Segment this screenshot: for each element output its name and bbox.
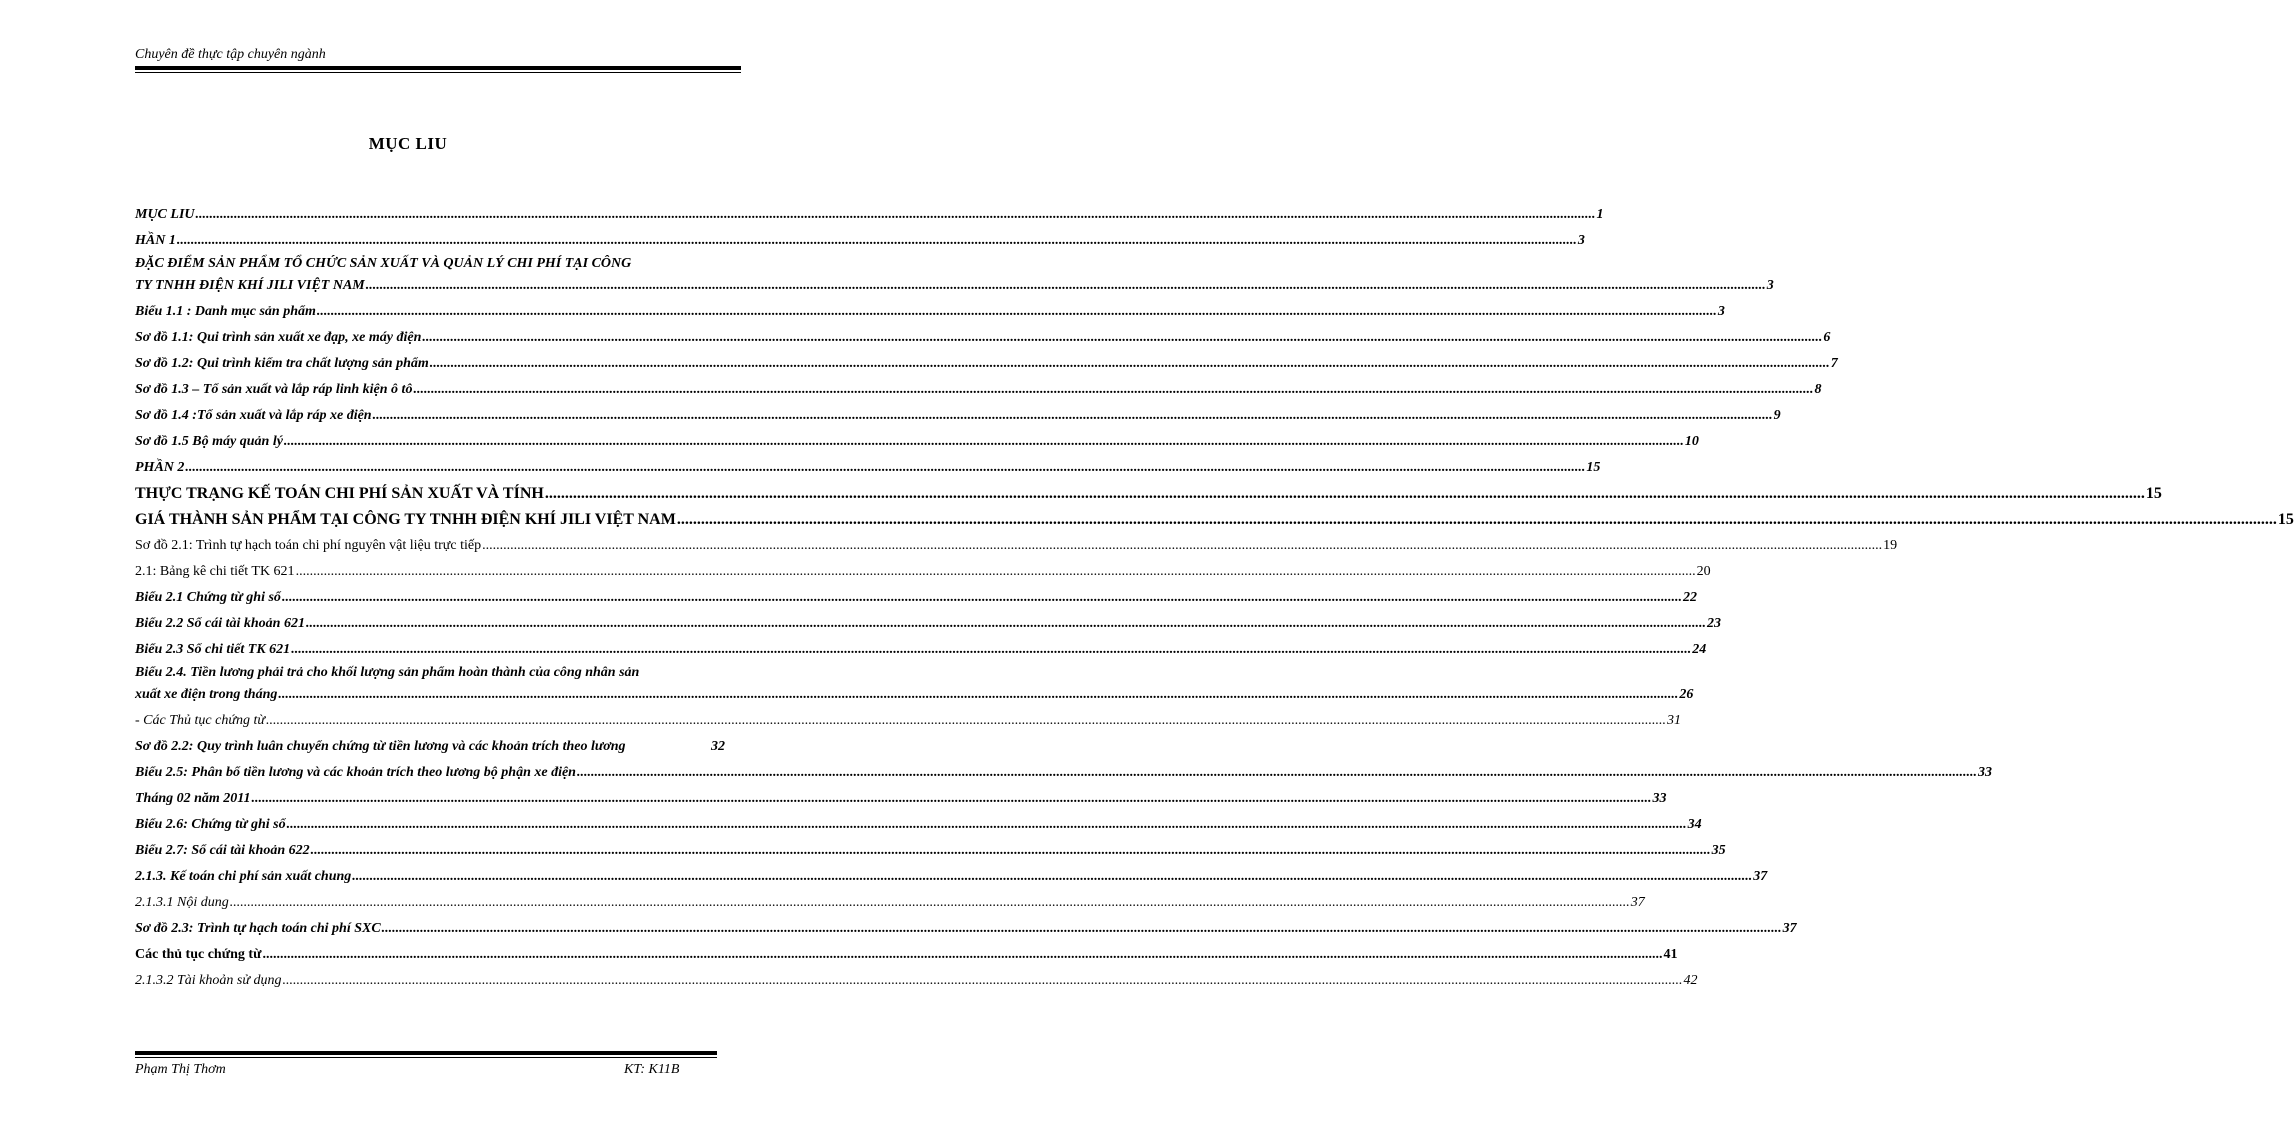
toc-entry[interactable]: [135, 611, 1721, 637]
toc-page-number: 9: [1773, 408, 1781, 423]
toc-page-number: 23: [1706, 616, 1721, 631]
page-title: MỤC LIU: [368, 134, 448, 153]
toc-entry[interactable]: [135, 559, 1711, 585]
toc-entry-title: Sơ đồ 1.3 – Tổ sản xuất và lắp ráp linh kiện ô tô: [135, 382, 413, 397]
toc-leader-dots: ................................................................................................................................................................................................................................................................................................................................................................................................................: [482, 538, 1883, 553]
toc-leader-dots: ................................................................................................................................................................................................................................................................................................................................................................................................................: [544, 485, 2145, 502]
toc-page-number: 42: [1683, 973, 1698, 988]
toc-page-number: 24: [1692, 642, 1707, 657]
toc-leader-dots: ................................................................................................................................................................................................................................................................................................................................................................................................................: [278, 687, 1679, 702]
toc-page-number: 37: [1782, 921, 1797, 936]
toc-entry-title-line1: Biểu 2.4. Tiền lương phải trả cho khối lượng sản phẩm hoàn thành của công nhân sản: [135, 665, 640, 680]
toc-entry[interactable]: [135, 637, 1707, 663]
toc-entry-title: Sơ đồ 1.4 :Tổ sản xuất và lắp ráp xe điện: [135, 408, 372, 423]
header-rule: [135, 66, 741, 70]
table-of-contents: [135, 202, 2294, 994]
toc-page-number: 3: [1766, 278, 1774, 293]
toc-leader-dots: ................................................................................................................................................................................................................................................................................................................................................................................................................: [676, 511, 2277, 528]
toc-entry-title: Biểu 2.3 Sổ chi tiết TK 621: [135, 642, 291, 657]
toc-leader-dots: ................................................................................................................................................................................................................................................................................................................................................................................................................: [316, 304, 1717, 319]
toc-entry[interactable]: [135, 708, 1681, 734]
toc-entry[interactable]: [135, 228, 1585, 254]
toc-page-number: 10: [1684, 434, 1699, 449]
toc-entry-title: Sơ đồ 2.1: Trình tự hạch toán chi phí nguyên vật liệu trực tiếp: [135, 538, 482, 553]
toc-page-number: 8: [1814, 382, 1822, 397]
toc-entry-title: Biểu 2.7: Sổ cái tài khoản 622: [135, 843, 310, 858]
toc-leader-dots: ................................................................................................................................................................................................................................................................................................................................................................................................................: [372, 408, 1773, 423]
toc-entry-title: Sơ đồ 2.3: Trình tự hạch toán chi phí SXC: [135, 921, 381, 936]
toc-leader-dots: ................................................................................................................................................................................................................................................................................................................................................................................................................: [265, 713, 1666, 728]
footer-rule-thin: [135, 1057, 717, 1058]
toc-entry-title: THỰC TRẠNG KẾ TOÁN CHI PHÍ SẢN XUẤT VÀ TÍNH: [135, 485, 544, 502]
toc-page-number: 33: [1652, 791, 1667, 806]
toc-page-number: 6: [1823, 330, 1831, 345]
page-header: Chuyên đề thực tập chuyên ngành: [135, 47, 326, 62]
toc-entry[interactable]: [135, 786, 1667, 812]
toc-entry[interactable]: [135, 325, 1831, 351]
toc-leader-dots: ................................................................................................................................................................................................................................................................................................................................................................................................................: [291, 642, 1692, 657]
toc-entry[interactable]: [135, 916, 1797, 942]
toc-entry-title: 2.1.3.1 Nội dung: [135, 895, 229, 910]
toc-entry[interactable]: [135, 838, 1726, 864]
toc-leader-dots: ................................................................................................................................................................................................................................................................................................................................................................................................................: [176, 233, 1577, 248]
toc-entry-title: GIÁ THÀNH SẢN PHẨM TẠI CÔNG TY TNHH ĐIỆN KHÍ JILI VIỆT NAM: [135, 511, 676, 528]
toc-page-number: 7: [1830, 356, 1838, 371]
toc-page-number: 15: [2145, 485, 2162, 502]
toc-leader-dots: ................................................................................................................................................................................................................................................................................................................................................................................................................: [576, 765, 1977, 780]
toc-entry-title: Biểu 1.1 : Danh mục sản phẩm: [135, 304, 316, 319]
toc-entry-title: xuất xe điện trong tháng: [135, 687, 278, 702]
toc-entry-title: Biểu 2.2 Sổ cái tài khoản 621: [135, 616, 305, 631]
toc-entry[interactable]: [135, 429, 1699, 455]
toc-leader-dots: ................................................................................................................................................................................................................................................................................................................................................................................................................: [281, 590, 1682, 605]
toc-entry-title: Các thủ tục chứng từ: [135, 947, 262, 962]
toc-leader-dots: ................................................................................................................................................................................................................................................................................................................................................................................................................: [422, 330, 1823, 345]
toc-entry-title: HẦN 1: [135, 233, 176, 248]
toc-entry-title: Biểu 2.5: Phân bổ tiền lương và các khoản trích theo lương bộ phận xe điện: [135, 765, 576, 780]
toc-leader-dots: ................................................................................................................................................................................................................................................................................................................................................................................................................: [286, 817, 1687, 832]
toc-leader-dots: ................................................................................................................................................................................................................................................................................................................................................................................................................: [310, 843, 1711, 858]
toc-page-number: 3: [1577, 233, 1585, 248]
toc-entry[interactable]: [135, 734, 725, 760]
toc-entry[interactable]: [135, 968, 1698, 994]
toc-leader-dots: ................................................................................................................................................................................................................................................................................................................................................................................................................: [305, 616, 1706, 631]
toc-page-number: 34: [1687, 817, 1702, 832]
toc-entry[interactable]: [135, 455, 1601, 481]
toc-entry[interactable]: [135, 481, 2162, 507]
toc-page-number: 32: [711, 739, 725, 754]
footer-author: Phạm Thị Thơm: [135, 1062, 226, 1077]
toc-page-number: 26: [1679, 687, 1694, 702]
toc-page-number: 15: [2277, 511, 2294, 528]
toc-leader-dots: ................................................................................................................................................................................................................................................................................................................................................................................................................: [413, 382, 1814, 397]
toc-entry[interactable]: [135, 377, 1822, 403]
toc-entry[interactable]: [135, 585, 1697, 611]
toc-entry-title: - Các Thủ tục chứng từ: [135, 713, 265, 728]
toc-entry-title: MỤC LIU: [135, 207, 195, 222]
toc-leader-dots: ................................................................................................................................................................................................................................................................................................................................................................................................................: [229, 895, 1630, 910]
toc-entry[interactable]: [135, 507, 2294, 533]
toc-leader-dots: ................................................................................................................................................................................................................................................................................................................................................................................................................: [365, 278, 1766, 293]
toc-leader-dots: ................................................................................................................................................................................................................................................................................................................................................................................................................: [251, 791, 1652, 806]
toc-entry[interactable]: [135, 254, 1774, 299]
footer-rule: [135, 1051, 717, 1055]
toc-leader-dots: ................................................................................................................................................................................................................................................................................................................................................................................................................: [185, 460, 1586, 475]
toc-entry-title: Sơ đồ 2.2: Quy trình luân chuyển chứng từ tiền lương và các khoản trích theo lương: [135, 739, 626, 754]
toc-leader-dots: ................................................................................................................................................................................................................................................................................................................................................................................................................: [262, 947, 1663, 962]
toc-entry-title: Tháng 02 năm 2011: [135, 791, 251, 806]
toc-entry[interactable]: [135, 760, 1992, 786]
toc-entry[interactable]: [135, 864, 1768, 890]
toc-page-number: 33: [1977, 765, 1992, 780]
toc-entry[interactable]: [135, 890, 1645, 916]
toc-entry[interactable]: [135, 812, 1702, 838]
toc-page-number: 35: [1711, 843, 1726, 858]
toc-leader-dots: ................................................................................................................................................................................................................................................................................................................................................................................................................: [195, 207, 1596, 222]
toc-entry-title: 2.1.3.2 Tài khoản sử dụng: [135, 973, 282, 988]
toc-entry-title: Sơ đồ 1.2: Qui trình kiểm tra chất lượng sản phẩm: [135, 356, 429, 371]
header-rule-thin: [135, 72, 741, 73]
toc-entry-title: Sơ đồ 1.1: Qui trình sản xuất xe đạp, xe máy điện: [135, 330, 422, 345]
toc-page-number: 1: [1596, 207, 1604, 222]
toc-leader-dots: ................................................................................................................................................................................................................................................................................................................................................................................................................: [381, 921, 1782, 936]
toc-leader-dots: ................................................................................................................................................................................................................................................................................................................................................................................................................: [295, 564, 1696, 579]
toc-entry-title: PHẦN 2: [135, 460, 185, 475]
toc-entry[interactable]: [135, 351, 1838, 377]
toc-leader-dots: ................................................................................................................................................................................................................................................................................................................................................................................................................: [283, 434, 1684, 449]
toc-entry-title-line1: ĐẶC ĐIỂM SẢN PHẨM TỔ CHỨC SẢN XUẤT VÀ QUẢN LÝ CHI PHÍ TẠI CÔNG: [135, 256, 632, 271]
toc-page-number: 37: [1630, 895, 1645, 910]
toc-page-number: 22: [1682, 590, 1697, 605]
toc-leader-dots: ................................................................................................................................................................................................................................................................................................................................................................................................................: [429, 356, 1830, 371]
toc-page-number: 31: [1666, 713, 1681, 728]
toc-page-number: 19: [1883, 538, 1898, 553]
toc-entry-title: TY TNHH ĐIỆN KHÍ JILI VIỆT NAM: [135, 278, 365, 293]
toc-entry[interactable]: [135, 942, 1678, 968]
toc-entry-title: 2.1.3. Kế toán chi phí sản xuất chung: [135, 869, 352, 884]
toc-entry[interactable]: [135, 403, 1781, 429]
toc-entry-title: 2.1: Bảng kê chi tiết TK 621: [135, 564, 295, 579]
toc-entry[interactable]: [135, 299, 1725, 325]
toc-page-number: 3: [1717, 304, 1725, 319]
toc-page-number: 15: [1586, 460, 1601, 475]
toc-leader-dots: ................................................................................................................................................................................................................................................................................................................................................................................................................: [282, 973, 1683, 988]
toc-entry-title: Biểu 2.1 Chứng từ ghi sổ: [135, 590, 281, 605]
toc-entry[interactable]: [135, 533, 1898, 559]
toc-entry-title: Biểu 2.6: Chứng từ ghi sổ: [135, 817, 286, 832]
toc-entry-title: Sơ đồ 1.5 Bộ máy quản lý: [135, 434, 283, 449]
footer-class: KT: K11B: [624, 1062, 680, 1077]
toc-page-number: 37: [1753, 869, 1768, 884]
toc-entry[interactable]: [135, 202, 1604, 228]
toc-page-number: 20: [1696, 564, 1711, 579]
toc-page-number: 41: [1663, 947, 1678, 962]
toc-leader-dots: ................................................................................................................................................................................................................................................................................................................................................................................................................: [352, 869, 1753, 884]
toc-entry[interactable]: [135, 663, 1694, 708]
